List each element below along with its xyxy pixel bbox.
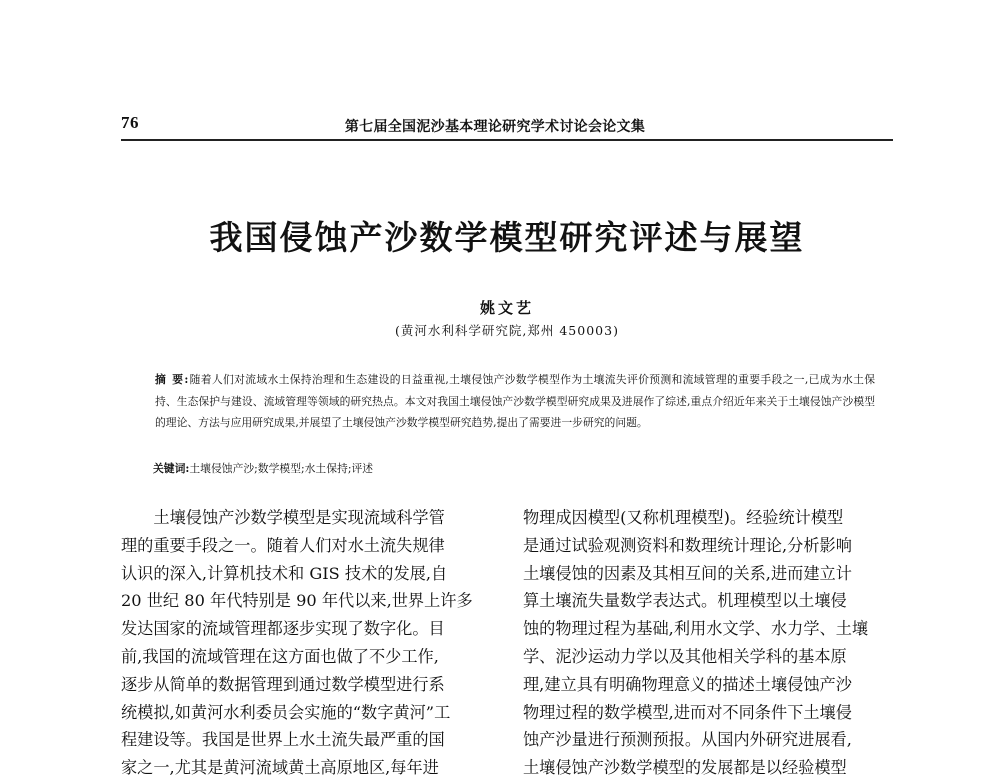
body-line: 物理成因模型(又称机理模型)。经验统计模型 bbox=[523, 508, 844, 527]
author-name: 姚文艺 bbox=[479, 299, 534, 317]
body-line: 前,我国的流域管理在这方面也做了不少工作, bbox=[121, 646, 439, 666]
body-line: 理的重要手段之一。随着人们对水土流失规律 bbox=[121, 535, 445, 555]
body-line: 统模拟,如黄河水利委员会实施的“数字黄河”工 bbox=[121, 702, 451, 722]
body-line: 蚀产沙量进行预测预报。从国内外研究进展看, bbox=[523, 730, 852, 750]
body-column-right bbox=[523, 504, 893, 778]
body-line: 程建设等。我国是世界上水土流失最严重的国 bbox=[121, 730, 445, 750]
keywords bbox=[153, 462, 373, 476]
page-number: 76 bbox=[121, 113, 139, 132]
body-line: 土壤侵蚀产沙数学模型是实现流域科学管 bbox=[153, 508, 445, 527]
keywords-label: 关键词: bbox=[153, 462, 190, 475]
body-line: 家之一,尤其是黄河流域黄土高原地区,每年进 bbox=[121, 758, 439, 778]
body-line: 20 世纪 80 年代特别是 90 年代以来,世界上许多 bbox=[121, 591, 473, 611]
body-line: 理,建立具有明确物理意义的描述土壤侵蚀产沙 bbox=[523, 674, 852, 694]
body-line: 蚀的物理过程为基础,利用水文学、水力学、土壤 bbox=[523, 619, 869, 639]
body-column-left bbox=[121, 504, 491, 778]
article-title: 我国侵蚀产沙数学模型研究评述与展望 bbox=[209, 218, 805, 257]
body-line: 土壤侵蚀的因素及其相互间的关系,进而建立计 bbox=[523, 563, 852, 583]
body-line: 物理过程的数学模型,进而对不同条件下土壤侵 bbox=[523, 702, 852, 722]
body-line: 学、泥沙运动力学以及其他相关学科的基本原 bbox=[523, 646, 847, 666]
body-line: 认识的深入,计算机技术和 GIS 技术的发展,自 bbox=[121, 563, 448, 583]
body-line: 是通过试验观测资料和数理统计理论,分析影响 bbox=[523, 535, 852, 555]
author-affiliation: (黄河水利科学研究院,郑州 450003) bbox=[395, 323, 619, 338]
body-line: 土壤侵蚀产沙数学模型的发展都是以经验模型 bbox=[523, 758, 847, 778]
abstract-label: 摘 要: bbox=[155, 373, 190, 386]
abstract-text: 随着人们对流域水土保持治理和生态建设的日益重视,土壤侵蚀产沙数学模型作为土壤流失评价预测和流域管理的重要手段之一,已成为水土保持、生态保护与建设、流域管理等领域的研究热点。本文对我国土壤侵蚀产沙数学模型研究成果及进展作了综述,重点介绍近年来关于土壤侵蚀产沙模型的理论、方法与应用研究成果,并展望了土壤侵蚀产沙数学模型研究趋势,提出了需要进一步研究的问题。 bbox=[155, 373, 876, 429]
body-line: 逐步从简单的数据管理到通过数学模型进行系 bbox=[121, 674, 445, 694]
body-line: 算土壤流失量数学表达式。机理模型以土壤侵 bbox=[523, 591, 847, 611]
abstract bbox=[155, 369, 875, 434]
header-rule bbox=[121, 139, 893, 141]
keywords-text: 土壤侵蚀产沙;数学模型;水土保持;评述 bbox=[189, 462, 374, 475]
body-line: 发达国家的流域管理都逐步实现了数字化。目 bbox=[121, 619, 445, 639]
running-header: 第七届全国泥沙基本理论研究学术讨论会论文集 bbox=[344, 119, 646, 135]
